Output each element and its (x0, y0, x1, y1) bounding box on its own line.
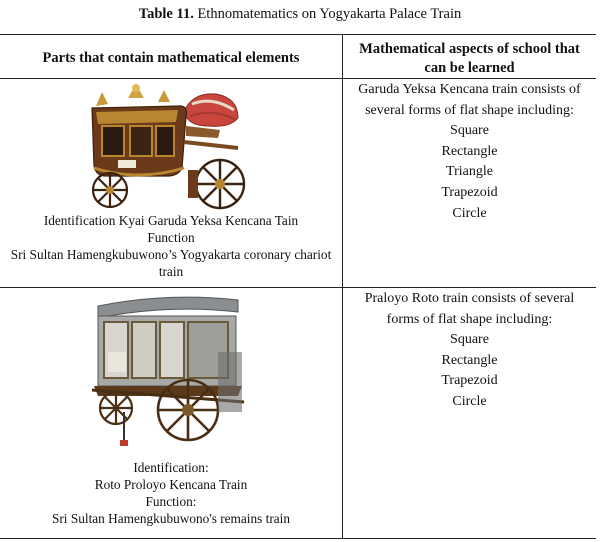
shape-list (343, 121, 596, 225)
function-label: Function (147, 230, 195, 245)
function-line-cont: train (158, 264, 184, 279)
header-math-aspects: Mathematical aspects of school that can be learned (359, 41, 580, 76)
header-parts: Parts that contain mathematical elements (42, 50, 300, 66)
table-top-rule (0, 34, 596, 35)
intro-line: Praloyo Roto train consists of several (364, 291, 575, 306)
header-rule (0, 78, 596, 79)
function-label: Function: (145, 494, 197, 509)
shape-rectangle: Rectangle (441, 352, 498, 368)
table-title: Ethnomatematics on Yogyakarta Palace Train (197, 6, 462, 22)
intro-line: Garuda Yeksa Kencana train consists of (358, 82, 581, 97)
shape-square: Square (450, 123, 489, 138)
garuda-carriage-image (88, 82, 248, 210)
praloyo-carriage-image (88, 292, 248, 452)
shape-trapezoid: Trapezoid (441, 373, 498, 389)
shape-circle: Circle (452, 205, 487, 221)
row-divider (0, 287, 596, 288)
identification-line: Identification Kyai Garuda Yeksa Kencana Tain (43, 213, 299, 228)
shape-rectangle: Rectangle (441, 143, 498, 159)
identification-label: Identification: (133, 460, 209, 475)
table-label: Table 11. (138, 6, 194, 22)
intro-line: forms of flat shape including: (386, 311, 553, 327)
shape-square: Square (450, 332, 489, 347)
garuda-identification-text (0, 212, 342, 280)
shape-triangle: Triangle (446, 164, 493, 180)
praloyo-math-aspects (343, 289, 596, 413)
garuda-math-aspects (343, 80, 596, 225)
table-caption (0, 6, 600, 23)
intro-line: several forms of flat shape including: (365, 102, 574, 118)
identification-line: Roto Proloyo Kencana Train (94, 477, 248, 492)
praloyo-identification-text (0, 459, 342, 527)
shape-list (343, 330, 596, 413)
function-line: Sri Sultan Hamengkubuwono’s Yogyakarta coronary chariot (10, 247, 332, 262)
shape-trapezoid: Trapezoid (441, 185, 498, 201)
table-bottom-rule (0, 538, 596, 539)
function-line: Sri Sultan Hamengkubuwono's remains train (51, 511, 290, 526)
shape-circle: Circle (452, 394, 487, 410)
